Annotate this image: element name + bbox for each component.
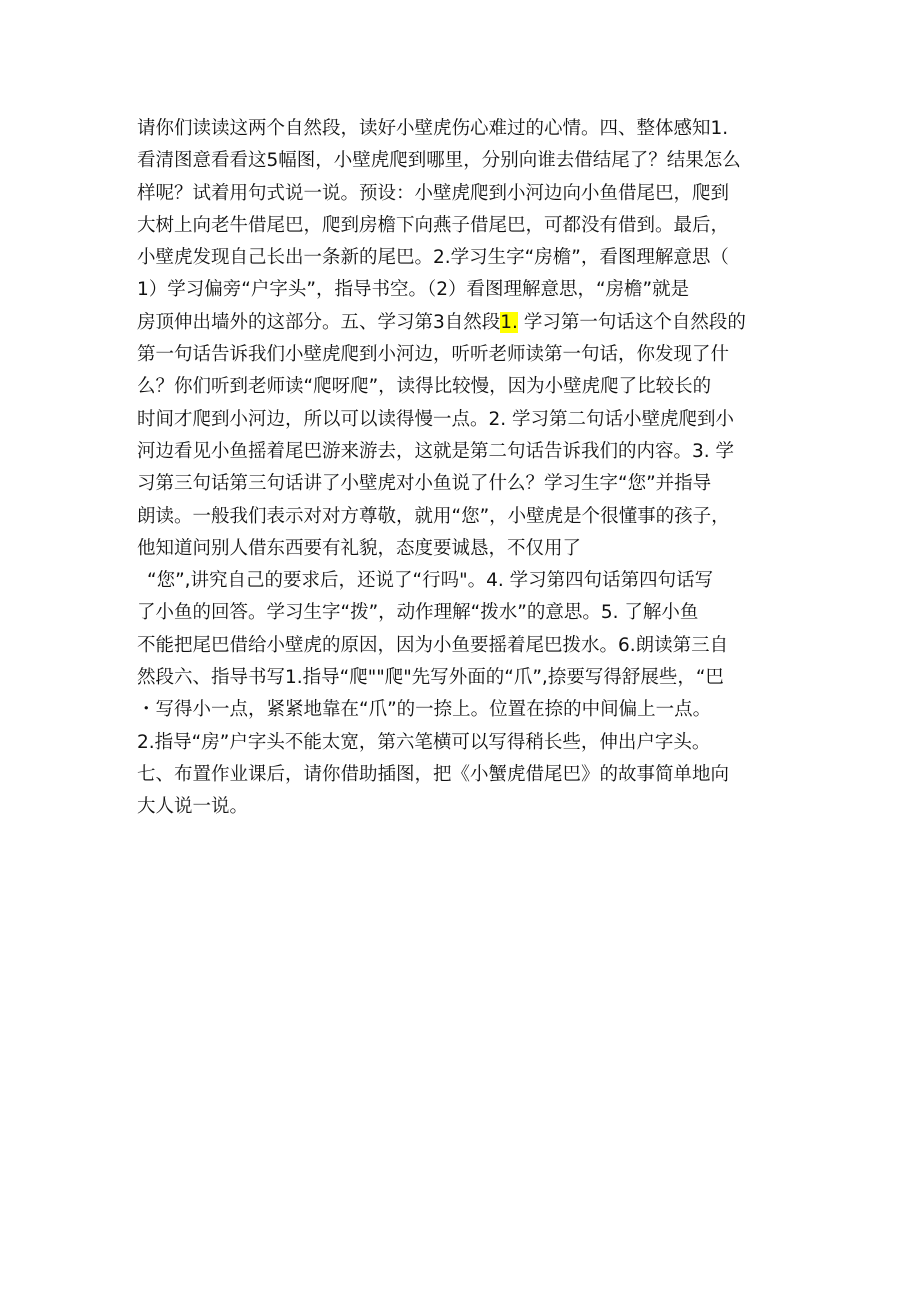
text-line: 大人说一说。: [137, 796, 249, 818]
text-line: 1）学习偏旁“户字头”，指导书空。（2）看图理解意思，“房檐”就是: [137, 279, 690, 301]
text-line: 七、布置作业课后，请你借助插图，把《小蟹虎借尾巴》的故事简单地向: [137, 763, 730, 785]
highlighted-text: 1.: [500, 311, 518, 333]
text-line: 了小鱼的回答。学习生字“拨”，动作理解“拨水”的意思。5. 了解小鱼: [137, 602, 699, 624]
text-line: “您”,讲究自己的要求后，还说了“行吗"。4. 学习第四句话第四句话写: [147, 570, 714, 592]
text-line: 2.指导“房”户字头不能太宽，第六笔横可以写得稍长些，伸出户字头。: [137, 731, 711, 753]
text-line: 习第三句话第三句话讲了小壁虎对小鱼说了什么？学习生字“您”并指导: [137, 473, 712, 495]
text-line: 他知道问别人借东西要有礼貌，态度要诚恳，不仅用了: [137, 537, 582, 559]
text-line: 时间才爬到小河边，所以可以读得慢一点。2. 学习第二句话小壁虎爬到小: [137, 408, 735, 430]
text-line: 看清图意看看这5幅图，小壁虎爬到哪里，分别向谁去借结尾了？结果怎么: [137, 150, 741, 172]
text-segment: 房顶伸出墙外的这部分。五、学习第3自然段: [137, 311, 501, 333]
document-body: [137, 113, 787, 824]
text-line: 小壁虎发现自己长出一条新的尾巴。2.学习生字“房檐”，看图理解意思（: [137, 247, 729, 269]
text-line: 然段六、指导书写1.指导“爬""爬"先写外面的“爪”,捺要写得舒展些，“巴: [137, 667, 724, 689]
text-line: 么？你们听到老师读“爬呀爬”，读得比较慢，因为小壁虎爬了比较长的: [137, 376, 712, 398]
text-line: 样呢？试着用句式说一说。预设：小壁虎爬到小河边向小鱼借尾巴，爬到: [137, 182, 730, 204]
text-line: 河边看见小鱼摇着尾巴游来游去，这就是第二句话告诉我们的内容。3. 学: [137, 440, 735, 462]
text-line: 请你们读读这两个自然段，读好小壁虎伤心难过的心情。四、整体感知1.: [137, 118, 729, 139]
text-line: 第一句话告诉我们小壁虎爬到小河边，听听老师读第一句话，你发现了什: [137, 344, 730, 366]
text-line: ・写得小一点，紧紧地靠在“爪”的一捺上。位置在捺的中间偏上一点。: [137, 699, 712, 721]
text-line: 大树上向老牛借尾巴，爬到房檐下向燕子借尾巴，可都没有借到。最后，: [137, 214, 730, 236]
text-segment: 学习第一句话这个自然段的: [517, 311, 746, 333]
text-line: 不能把尾巴借给小壁虎的原因，因为小鱼要摇着尾巴拨水。6.朗读第三自: [137, 634, 729, 656]
text-line-with-highlight: [137, 307, 787, 339]
text-line: 朗读。一般我们表示对对方尊敬，就用“您”，小壁虎是个很懂事的孩子，: [137, 505, 730, 527]
